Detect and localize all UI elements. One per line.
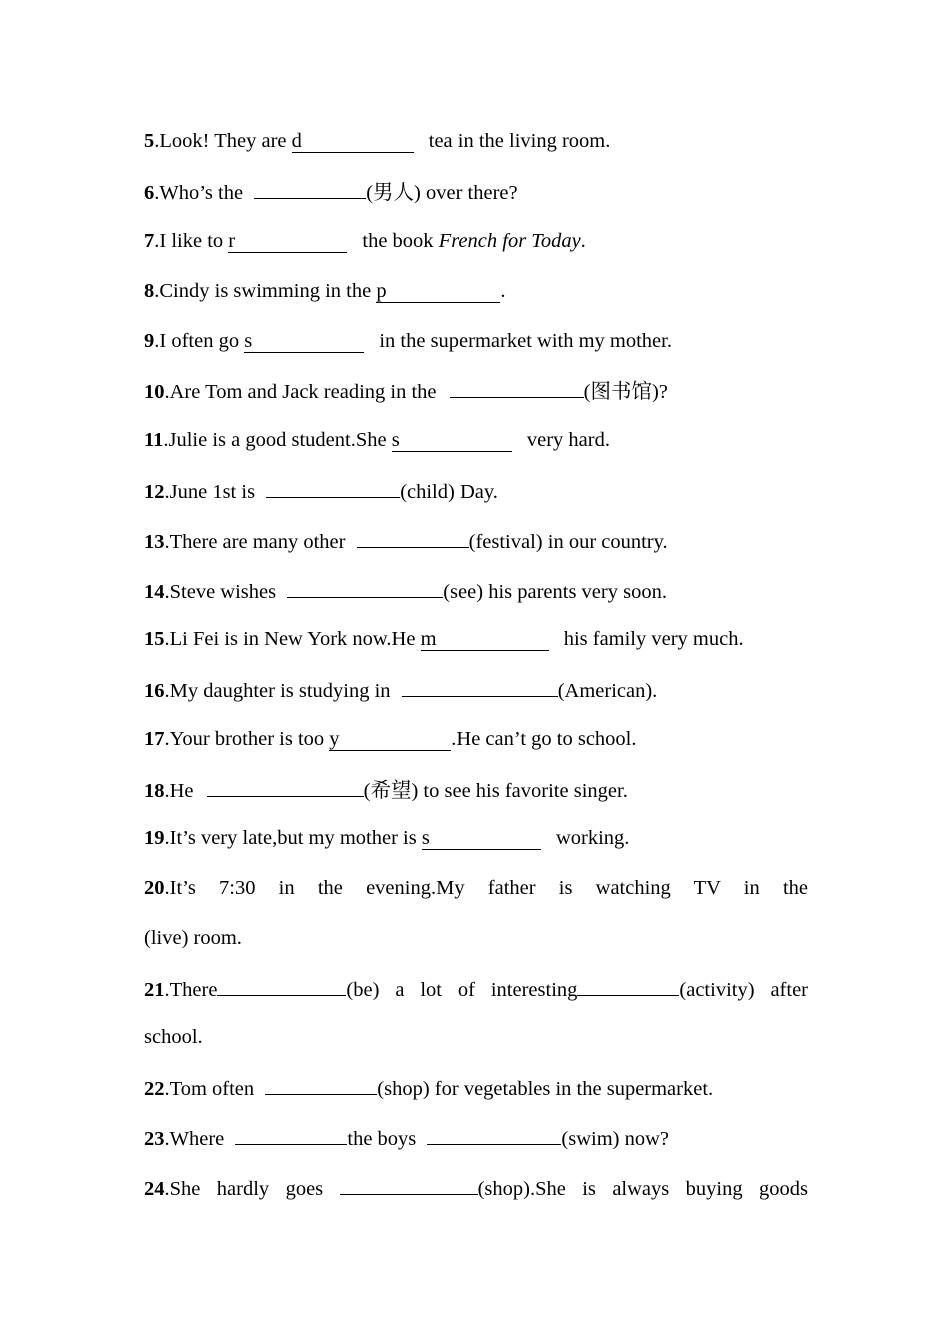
question-20: 20.It’s 7:30 in the evening.My father is watching TV in the [144,877,808,899]
answer-blank[interactable] [217,973,346,996]
answer-blank[interactable]: p [376,280,500,303]
answer-blank[interactable] [254,176,366,199]
answer-blank[interactable]: d [292,130,414,153]
question-24: 24.She hardly goes (shop).She is always buying goods [144,1172,808,1204]
question-13: 13.There are many other (festival) in our country. [144,525,808,557]
answer-blank[interactable]: r [228,230,347,253]
answer-blank[interactable] [266,475,400,498]
answer-blank[interactable]: s [392,429,512,452]
answer-blank[interactable]: s [244,330,364,353]
answer-blank[interactable]: y [329,728,451,751]
question-11: 11.Julie is a good student.She s very hard. [144,429,610,451]
answer-blank[interactable] [235,1122,347,1145]
answer-blank[interactable] [207,774,364,797]
question-16: 16.My daughter is studying in (American). [144,674,808,706]
answer-blank[interactable]: s [422,827,541,850]
answer-blank[interactable] [265,1072,377,1095]
question-9: 9.I often go s in the supermarket with my mother. [144,330,672,352]
question-22: 22.Tom often (shop) for vegetables in the supermarket. [144,1072,808,1104]
answer-blank[interactable] [450,375,584,398]
answer-blank[interactable] [577,973,679,996]
question-23: 23.Where the boys (swim) now? [144,1122,808,1154]
answer-blank[interactable]: m [421,628,549,651]
answer-blank[interactable] [357,525,469,548]
answer-blank[interactable] [287,575,443,598]
question-7: 7.I like to r the book French for Today. [144,230,586,252]
question-8: 8.Cindy is swimming in the p . [144,280,506,302]
question-15: 15.Li Fei is in New York now.He m his family very much. [144,628,744,650]
question-19: 19.It’s very late,but my mother is s working. [144,827,630,849]
question-12: 12.June 1st is (child) Day. [144,475,808,507]
answer-blank[interactable] [402,674,558,697]
answer-blank[interactable] [427,1122,561,1145]
question-6: 6.Who’s the (男人) over there? [144,176,808,208]
question-18: 18.He (希望) to see his favorite singer. [144,774,808,806]
question-21-continued: school. [144,1026,203,1048]
question-10: 10.Are Tom and Jack reading in the (图书馆)? [144,375,808,407]
question-17: 17.Your brother is too y .He can’t go to school. [144,728,637,750]
question-20-continued: (live) room. [144,927,242,949]
question-5: 5.Look! They are d tea in the living room. [144,130,611,152]
answer-blank[interactable] [340,1172,478,1195]
question-21: 21.There (be) a lot of interesting (activity) after [144,973,808,1005]
question-14: 14.Steve wishes (see) his parents very soon. [144,575,808,607]
